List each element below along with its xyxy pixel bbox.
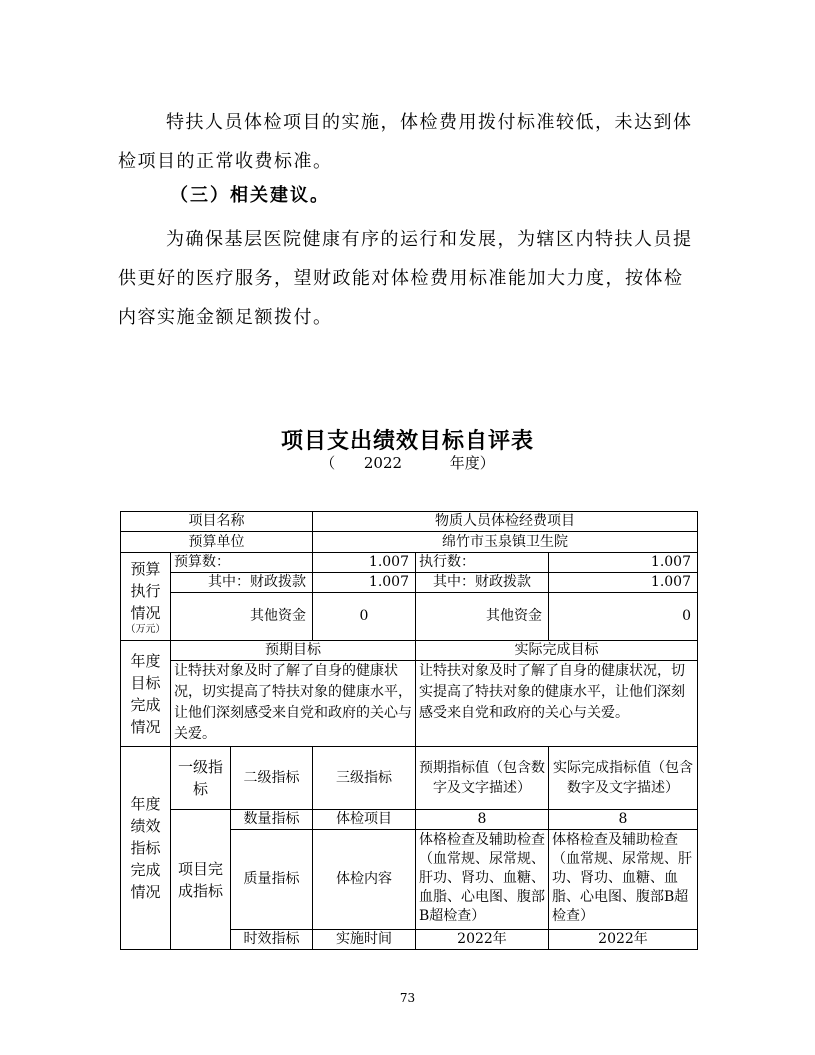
other-funds-label-1: 其他资金 — [171, 593, 313, 641]
table-row — [121, 553, 698, 573]
other-funds-value-1: 0 — [313, 593, 416, 641]
table-row — [121, 661, 698, 747]
paragraph-1 — [118, 103, 696, 181]
exec-amount-label: 执行数： — [416, 553, 549, 573]
sub-heading: （三）相关建议。 — [170, 185, 330, 206]
row-2-level2: 质量指标 — [231, 830, 313, 930]
project-name-value: 物质人员体检经费项目 — [313, 512, 698, 532]
page-number: 73 — [399, 991, 416, 1005]
actual-goal-header: 实际完成目标 — [416, 641, 698, 661]
table-row — [121, 641, 698, 661]
expected-goal-header: 预期目标 — [171, 641, 416, 661]
other-funds-label-2: 其他资金 — [416, 593, 549, 641]
table-row — [121, 593, 698, 641]
expected-value-header: 预期指标值（包含数字及文字描述） — [416, 747, 549, 810]
level1-header: 一级指标 — [171, 747, 231, 810]
table-row — [121, 810, 698, 830]
expected-goal-text: 让特扶对象及时了解了自身的健康状况，切实提高了特扶对象的健康水平，让他们深刻感受来自党和政府的关心与关爱。 — [171, 661, 416, 747]
row-3-expected: 2022年 — [416, 930, 549, 950]
row-1-level2: 数量指标 — [231, 810, 313, 830]
budget-exec-label: 预算执行情况 — [130, 559, 161, 622]
paragraph-2 — [118, 220, 696, 337]
annual-goal-label: 年度目标完成情况 — [121, 641, 171, 747]
row-2-actual: 体格检查及辅助检查（血常规、尿常规、肝功、肾功、血糖、血脂、心电图、腹部B超检查） — [549, 830, 698, 930]
paragraph-2-text: 为确保基层医院健康有序的运行和发展，为辖区内特扶人员提供更好的医疗服务，望财政能对体检费用标准能加大力度，按体检内容实施金额足额拨付。 — [118, 229, 693, 328]
project-name-label: 项目名称 — [121, 512, 313, 532]
annual-indicator-label: 年度绩效指标完成情况 — [121, 747, 171, 950]
fiscal-label-2: 其中：财政拨款 — [416, 573, 549, 593]
table-title: 项目支出绩效目标自评表 — [280, 429, 534, 454]
budget-exec-cell — [121, 553, 171, 641]
table-row — [121, 512, 698, 532]
project-completion-label: 项目完成指标 — [171, 810, 231, 950]
budget-unit-label: 预算单位 — [121, 532, 313, 553]
table-row — [121, 532, 698, 553]
fiscal-label-1: 其中：财政拨款 — [171, 573, 313, 593]
performance-table — [120, 511, 698, 950]
row-3-actual: 2022年 — [549, 930, 698, 950]
row-3-level2: 时效指标 — [231, 930, 313, 950]
budget-unit-value: 绵竹市玉泉镇卫生院 — [313, 532, 698, 553]
budget-amount-label: 预算数： — [171, 553, 313, 573]
level3-header: 三级指标 — [313, 747, 416, 810]
table-year: （ 2022 年度） — [320, 454, 495, 472]
level2-header: 二级指标 — [231, 747, 313, 810]
budget-exec-unit: （万元） — [125, 623, 166, 635]
fiscal-value-2: 1.007 — [549, 573, 698, 593]
table-row — [121, 573, 698, 593]
exec-amount-value: 1.007 — [549, 553, 698, 573]
other-funds-value-2: 0 — [549, 593, 698, 641]
table-row — [121, 747, 698, 810]
fiscal-value-1: 1.007 — [313, 573, 416, 593]
actual-value-header: 实际完成指标值（包含数字及文字描述） — [549, 747, 698, 810]
paragraph-1-text: 特扶人员体检项目的实施，体检费用拨付标准较低，未达到体检项目的正常收费标准。 — [118, 112, 693, 172]
row-1-expected: 8 — [416, 810, 549, 830]
row-1-level3: 体检项目 — [313, 810, 416, 830]
row-1-actual: 8 — [549, 810, 698, 830]
row-3-level3: 实施时间 — [313, 930, 416, 950]
row-2-expected: 体格检查及辅助检查（血常规、尿常规、肝功、肾功、血糖、血脂、心电图、腹部B超检查） — [416, 830, 549, 930]
row-2-level3: 体检内容 — [313, 830, 416, 930]
actual-goal-text: 让特扶对象及时了解了自身的健康状况，切实提高了特扶对象的健康水平，让他们深刻感受来自党和政府的关心与关爱。 — [416, 661, 698, 747]
budget-amount-value: 1.007 — [313, 553, 416, 573]
